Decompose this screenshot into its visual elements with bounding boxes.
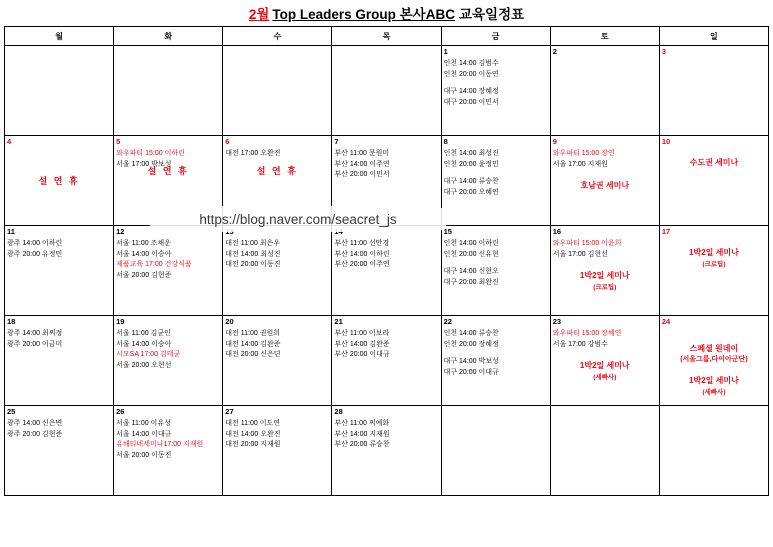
day-event: 와우파티 15:00 장혜연 <box>552 330 622 337</box>
day-event: 대전 11:00 이도연 <box>225 420 280 427</box>
seminar-label <box>553 360 657 384</box>
title-main: Top Leaders Group 본사ABC <box>272 7 455 22</box>
calendar-empty-cell <box>441 406 550 496</box>
day-event: 광주 14:00 신은변 <box>7 420 63 427</box>
day-event-list <box>334 239 438 271</box>
calendar-day-cell[interactable] <box>659 316 768 406</box>
day-number: 2 <box>552 47 557 56</box>
day-event: 인천 20:00 윤정민 <box>443 160 499 168</box>
day-event: 대구 14:00 박보성 <box>443 358 499 365</box>
day-event: 시모SA 17:00 김태균 <box>116 351 181 358</box>
calendar-day-cell[interactable] <box>114 316 223 406</box>
day-number: 5 <box>116 137 121 146</box>
calendar-day-cell[interactable] <box>5 406 114 496</box>
holiday-label: 설 연 휴 <box>38 176 80 186</box>
day-number: 15 <box>443 227 452 236</box>
day-number: 28 <box>334 407 343 416</box>
day-event-list <box>225 239 329 271</box>
day-event: 부산 14:00 이하린 <box>334 250 390 258</box>
day-event: 대구 14:00 신현오 <box>443 268 499 275</box>
day-event: 서울 20:00 김현준 <box>116 271 172 279</box>
day-event-list <box>444 329 548 378</box>
seminar-title: 1박2일 세미나 <box>579 271 630 280</box>
calendar-empty-cell <box>332 46 441 136</box>
calendar-week-row <box>5 406 769 496</box>
calendar-day-cell[interactable] <box>550 46 659 136</box>
day-event: 유해티네세미나17:00 지재원 <box>116 441 204 448</box>
day-event: 인천 20:00 이동연 <box>443 70 499 78</box>
calendar-day-cell[interactable] <box>223 316 332 406</box>
day-event: 부산 11:00 찌예화 <box>334 420 390 427</box>
seminar-title: 수도권 세미나 <box>689 158 739 167</box>
day-number: 19 <box>116 317 125 326</box>
day-event: 인천 14:00 김범수 <box>443 60 499 67</box>
day-event: 서울 11:00 이유성 <box>116 420 171 427</box>
day-event: 광주 20:00 김현준 <box>7 430 63 438</box>
calendar-week-row <box>5 226 769 316</box>
day-event-list <box>553 239 657 260</box>
day-number: 10 <box>661 137 671 146</box>
calendar-empty-cell <box>659 406 768 496</box>
seminar-title: 1박2일 세미나 <box>689 248 739 257</box>
calendar-day-cell[interactable] <box>550 316 659 406</box>
day-event: 인천 14:00 최성진 <box>443 150 499 157</box>
day-event: 서울 14:00 이승아 <box>116 340 172 348</box>
watermark-url: https://blog.naver.com/seacret_js <box>148 206 448 232</box>
day-event: 대전 20:00 지재원 <box>225 441 281 448</box>
page-title <box>0 0 773 26</box>
day-event: 서울 11:00 김균인 <box>116 330 171 337</box>
day-event: 부산 11:00 문원미 <box>334 150 390 157</box>
calendar-empty-cell <box>223 46 332 136</box>
day-event: 대구 14:00 류승찬 <box>443 178 499 185</box>
day-number: 23 <box>552 317 562 326</box>
seminar-title: 1박2일 세미나 <box>579 361 630 370</box>
day-event: 광주 20:00 이금미 <box>7 340 63 348</box>
weekday-header-mon: 월 <box>5 27 114 46</box>
day-event: 대전 14:00 김완준 <box>225 340 281 348</box>
day-number: 8 <box>443 137 448 146</box>
day-event: 대구 20:00 최완진 <box>443 278 499 286</box>
day-event: 서울 20:00 오현선 <box>116 361 172 369</box>
day-event: 서울 11:00 조채운 <box>116 240 171 247</box>
day-event: 부산 20:00 이주연 <box>334 261 390 268</box>
day-event: 인천 20:00 신유현 <box>443 250 499 258</box>
calendar-day-cell[interactable] <box>441 226 550 316</box>
day-event-list <box>553 149 657 170</box>
day-event: 대구 14:00 장혜정 <box>443 88 499 95</box>
day-event-list <box>444 239 548 288</box>
seminar-subtitle: (크로팁) <box>702 261 726 268</box>
calendar-day-cell[interactable] <box>332 406 441 496</box>
day-event: 서울 17:00 지재원 <box>552 160 608 168</box>
calendar-day-cell[interactable] <box>114 406 223 496</box>
day-number: 16 <box>552 227 562 236</box>
day-number: 4 <box>7 137 12 146</box>
day-event: 대구 20:00 이민서 <box>443 98 499 106</box>
day-event-list <box>116 239 220 281</box>
day-event: 광주 14:00 최찌정 <box>7 330 63 337</box>
day-event-list <box>444 149 548 198</box>
day-event-list <box>553 329 657 350</box>
calendar-empty-cell <box>114 46 223 136</box>
seminar-subtitle: (세빠사) <box>593 374 617 381</box>
seminar-label <box>553 270 657 294</box>
day-event: 부산 20:00 이민서 <box>334 171 390 178</box>
calendar-week-row <box>5 316 769 406</box>
day-event: 광주 14:00 이하린 <box>7 240 63 247</box>
calendar-week-row <box>5 46 769 136</box>
day-event-list <box>334 149 438 181</box>
calendar-day-cell[interactable] <box>223 406 332 496</box>
day-event: 서울 14:00 이승아 <box>116 250 172 258</box>
day-number: 24 <box>661 317 671 326</box>
calendar-day-cell[interactable] <box>441 316 550 406</box>
day-event: 부산 14:00 지재원 <box>334 430 390 438</box>
day-event-list <box>7 239 111 260</box>
day-number: 17 <box>661 227 671 236</box>
seminar-subtitle: (크로팁) <box>593 284 617 291</box>
day-event-list <box>444 59 548 108</box>
calendar-day-cell[interactable] <box>223 226 332 316</box>
calendar-day-cell[interactable] <box>659 136 768 226</box>
day-number: 25 <box>7 407 16 416</box>
day-event: 서울 17:00 강범수 <box>552 340 608 348</box>
seminar-title: 1박2일 세미나 <box>689 376 739 385</box>
day-number: 9 <box>552 137 557 146</box>
day-event-list <box>334 419 438 451</box>
calendar-day-cell[interactable] <box>5 136 114 226</box>
day-number: 22 <box>443 317 452 326</box>
day-event: 대전 20:00 신은뎐 <box>225 351 281 358</box>
calendar-day-cell[interactable] <box>332 316 441 406</box>
day-event: 대구 20:00 이대규 <box>443 368 499 376</box>
day-event: 인천 14:00 이하린 <box>443 240 499 247</box>
seminar-label <box>662 157 766 169</box>
day-number: 12 <box>116 227 125 236</box>
special-event <box>662 343 766 365</box>
day-event-list <box>7 329 111 350</box>
weekday-header-thu: 목 <box>332 27 441 46</box>
special-event-title: 스페셜 원데이 <box>689 344 739 353</box>
calendar-empty-cell <box>5 46 114 136</box>
day-event: 대전 20:00 이동진 <box>225 261 281 268</box>
seminar-subtitle: (세빠사) <box>702 389 726 396</box>
calendar-day-cell[interactable] <box>5 226 114 316</box>
day-event-list <box>7 419 111 440</box>
day-event: 서울 17:00 박보성 <box>116 160 172 168</box>
day-event: 서울 20:00 이동진 <box>116 451 172 459</box>
day-event: 와우파티 15:00 장연 <box>552 150 615 157</box>
day-number: 1 <box>443 47 448 56</box>
day-number: 20 <box>225 317 234 326</box>
calendar-day-cell[interactable] <box>441 46 550 136</box>
calendar-body <box>5 46 769 496</box>
holiday-banner <box>114 164 222 177</box>
weekday-header-fri: 금 <box>441 27 550 46</box>
day-event: 대전 11:00 권원희 <box>225 330 280 337</box>
title-suffix: 교육일정표 <box>458 7 525 22</box>
day-event: 대구 20:00 오혜연 <box>443 188 499 196</box>
weekday-header-tue: 화 <box>114 27 223 46</box>
day-event: 부산 20:00 류승찬 <box>334 441 390 448</box>
calendar-empty-cell <box>550 406 659 496</box>
day-event: 대전 17:00 오완진 <box>225 150 281 157</box>
day-event-list <box>225 419 329 451</box>
calendar-table <box>4 26 769 496</box>
day-event: 서울 17:00 김현선 <box>552 250 608 258</box>
weekday-header-row <box>5 27 769 46</box>
day-event: 와우파티 15:00 이윤희 <box>552 240 622 247</box>
holiday-label: 설 연 휴 <box>256 166 298 176</box>
day-event: 광주 20:00 유정민 <box>7 250 63 258</box>
title-month: 2월 <box>248 7 270 22</box>
day-event: 부산 11:00 이보라 <box>334 330 390 337</box>
day-number: 7 <box>334 137 339 146</box>
weekday-header-sun: 일 <box>659 27 768 46</box>
day-event: 부산 11:00 선만경 <box>334 240 390 247</box>
day-event: 부산 14:00 이주연 <box>334 160 390 168</box>
day-event-list <box>116 419 220 461</box>
holiday-banner <box>223 164 331 177</box>
calendar-day-cell[interactable] <box>5 316 114 406</box>
seminar-label <box>662 247 766 271</box>
calendar-day-cell[interactable] <box>659 226 768 316</box>
day-number: 3 <box>661 47 667 56</box>
day-event: 대전 14:00 최성진 <box>225 250 281 258</box>
day-event: 부산 20:00 이대규 <box>334 351 390 358</box>
day-number: 21 <box>334 317 343 326</box>
special-event-subtitle: (서울그룹,다이아군단) <box>680 356 748 363</box>
day-event: 대전 11:00 최은우 <box>225 240 280 247</box>
day-event: 대전 14:00 오완진 <box>225 430 281 438</box>
calendar-day-cell[interactable] <box>114 226 223 316</box>
day-number: 6 <box>225 137 230 146</box>
day-event: 인천 14:00 류승찬 <box>443 330 499 337</box>
seminar-title: 호남권 세미나 <box>580 181 630 190</box>
day-number: 11 <box>7 227 15 236</box>
day-number: 26 <box>116 407 125 416</box>
day-event: 서울 14:00 이대규 <box>116 430 172 438</box>
day-event: 인천 20:00 장혜정 <box>443 340 499 348</box>
day-event: 와우파티 15:00 이하린 <box>116 150 185 157</box>
day-event-list <box>334 329 438 361</box>
weekday-header-wed: 수 <box>223 27 332 46</box>
day-number: 18 <box>7 317 16 326</box>
calendar-day-cell[interactable] <box>550 226 659 316</box>
day-event-list <box>116 329 220 371</box>
weekday-header-sat: 토 <box>550 27 659 46</box>
seminar-label <box>553 180 657 192</box>
calendar-day-cell[interactable] <box>659 46 768 136</box>
day-event: 제품교육 17:00 건강식품 <box>116 261 192 268</box>
seminar-label <box>662 375 766 399</box>
calendar-day-cell[interactable] <box>441 136 550 226</box>
day-event-list <box>225 149 329 160</box>
holiday-banner <box>5 174 113 187</box>
holiday-label: 설 연 휴 <box>147 166 189 176</box>
day-event: 부산 14:00 김완준 <box>334 340 390 348</box>
day-number: 27 <box>225 407 234 416</box>
day-event-list <box>225 329 329 361</box>
calendar-day-cell[interactable] <box>332 226 441 316</box>
calendar-day-cell[interactable] <box>550 136 659 226</box>
